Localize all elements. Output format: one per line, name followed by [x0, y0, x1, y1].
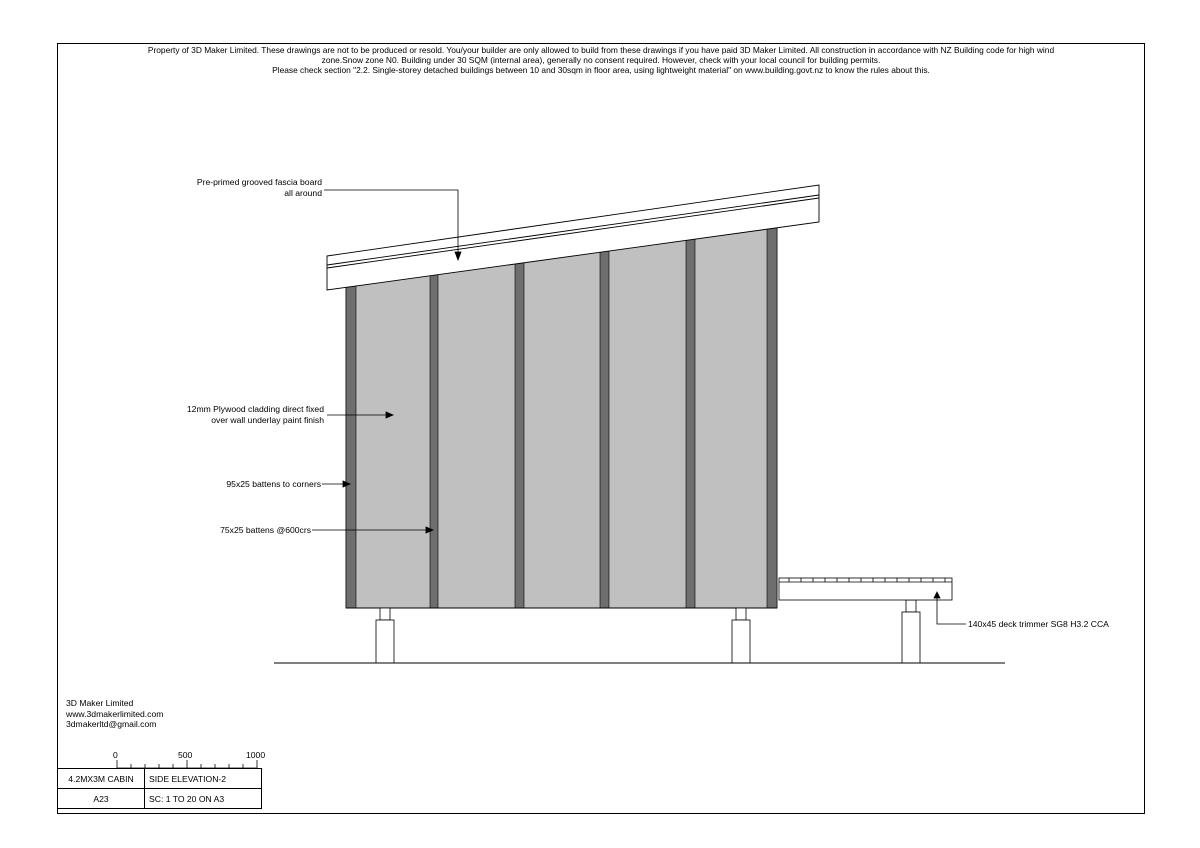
piles: [376, 600, 920, 663]
sheet-number: A23: [58, 789, 145, 809]
deck-trimmer-annotation: 140x45 deck trimmer SG8 H3.2 CCA: [968, 619, 1109, 629]
deck-trimmer: [779, 578, 952, 600]
company-website: www.3dmakerlimited.com: [66, 708, 164, 719]
plywood-cladding: [346, 224, 777, 608]
company-info: [66, 698, 163, 730]
fascia-annotation: [150, 177, 322, 198]
notice-line-2: zone.Snow zone N0. Building under 30 SQM (internal area), generally no consent required. However, check with your local council for building permits.: [321, 55, 881, 65]
project-name: 4.2MX3M CABIN: [58, 769, 145, 789]
batten-3: [600, 249, 609, 608]
drawing-scale: SC: 1 TO 20 ON A3: [145, 789, 262, 809]
batten-1: [430, 273, 438, 608]
cladding-annotation-line-2: over wall underlay paint finish: [211, 414, 324, 425]
view-name: SIDE ELEVATION-2: [145, 769, 262, 789]
cladding-annotation: [140, 404, 324, 425]
corner-battens-annotation: 95x25 battens to corners: [226, 479, 321, 489]
scale-label-1000: 1000: [246, 750, 266, 760]
scale-label-500: 500: [178, 750, 193, 760]
battens-annotation: 75x25 battens @600crs: [220, 525, 311, 535]
fascia-annotation-line-1: Pre-primed grooved fascia board: [196, 177, 322, 187]
cladding-annotation-line-1: 12mm Plywood cladding direct fixed: [186, 404, 324, 414]
title-block: [57, 768, 262, 809]
corner-batten-left: [346, 285, 356, 608]
deck: [779, 578, 952, 600]
batten-2: [515, 261, 524, 608]
scale-label-0: 0: [113, 750, 118, 760]
company-name: 3D Maker Limited: [66, 698, 134, 708]
notice-line-1: Property of 3D Maker Limited. These drawings are not to be produced or resold. You/your builder are only allowed to build from these drawings if you have paid 3D Maker Limited. All construction in accordance with NZ Building code for high wind: [147, 45, 1055, 55]
scale-bar: [117, 760, 257, 768]
company-email: 3dmakerltd@gmail.com: [66, 719, 157, 729]
corner-batten-right: [767, 224, 777, 608]
batten-4: [686, 237, 695, 608]
notice-line-3: Please check section "2.2. Single-storey detached buildings between 10 and 30sqm in floor area, using lightweight material" on www.building.govt.nz to know the rules about this.: [272, 65, 930, 75]
fascia-annotation-line-2: all around: [284, 187, 322, 198]
